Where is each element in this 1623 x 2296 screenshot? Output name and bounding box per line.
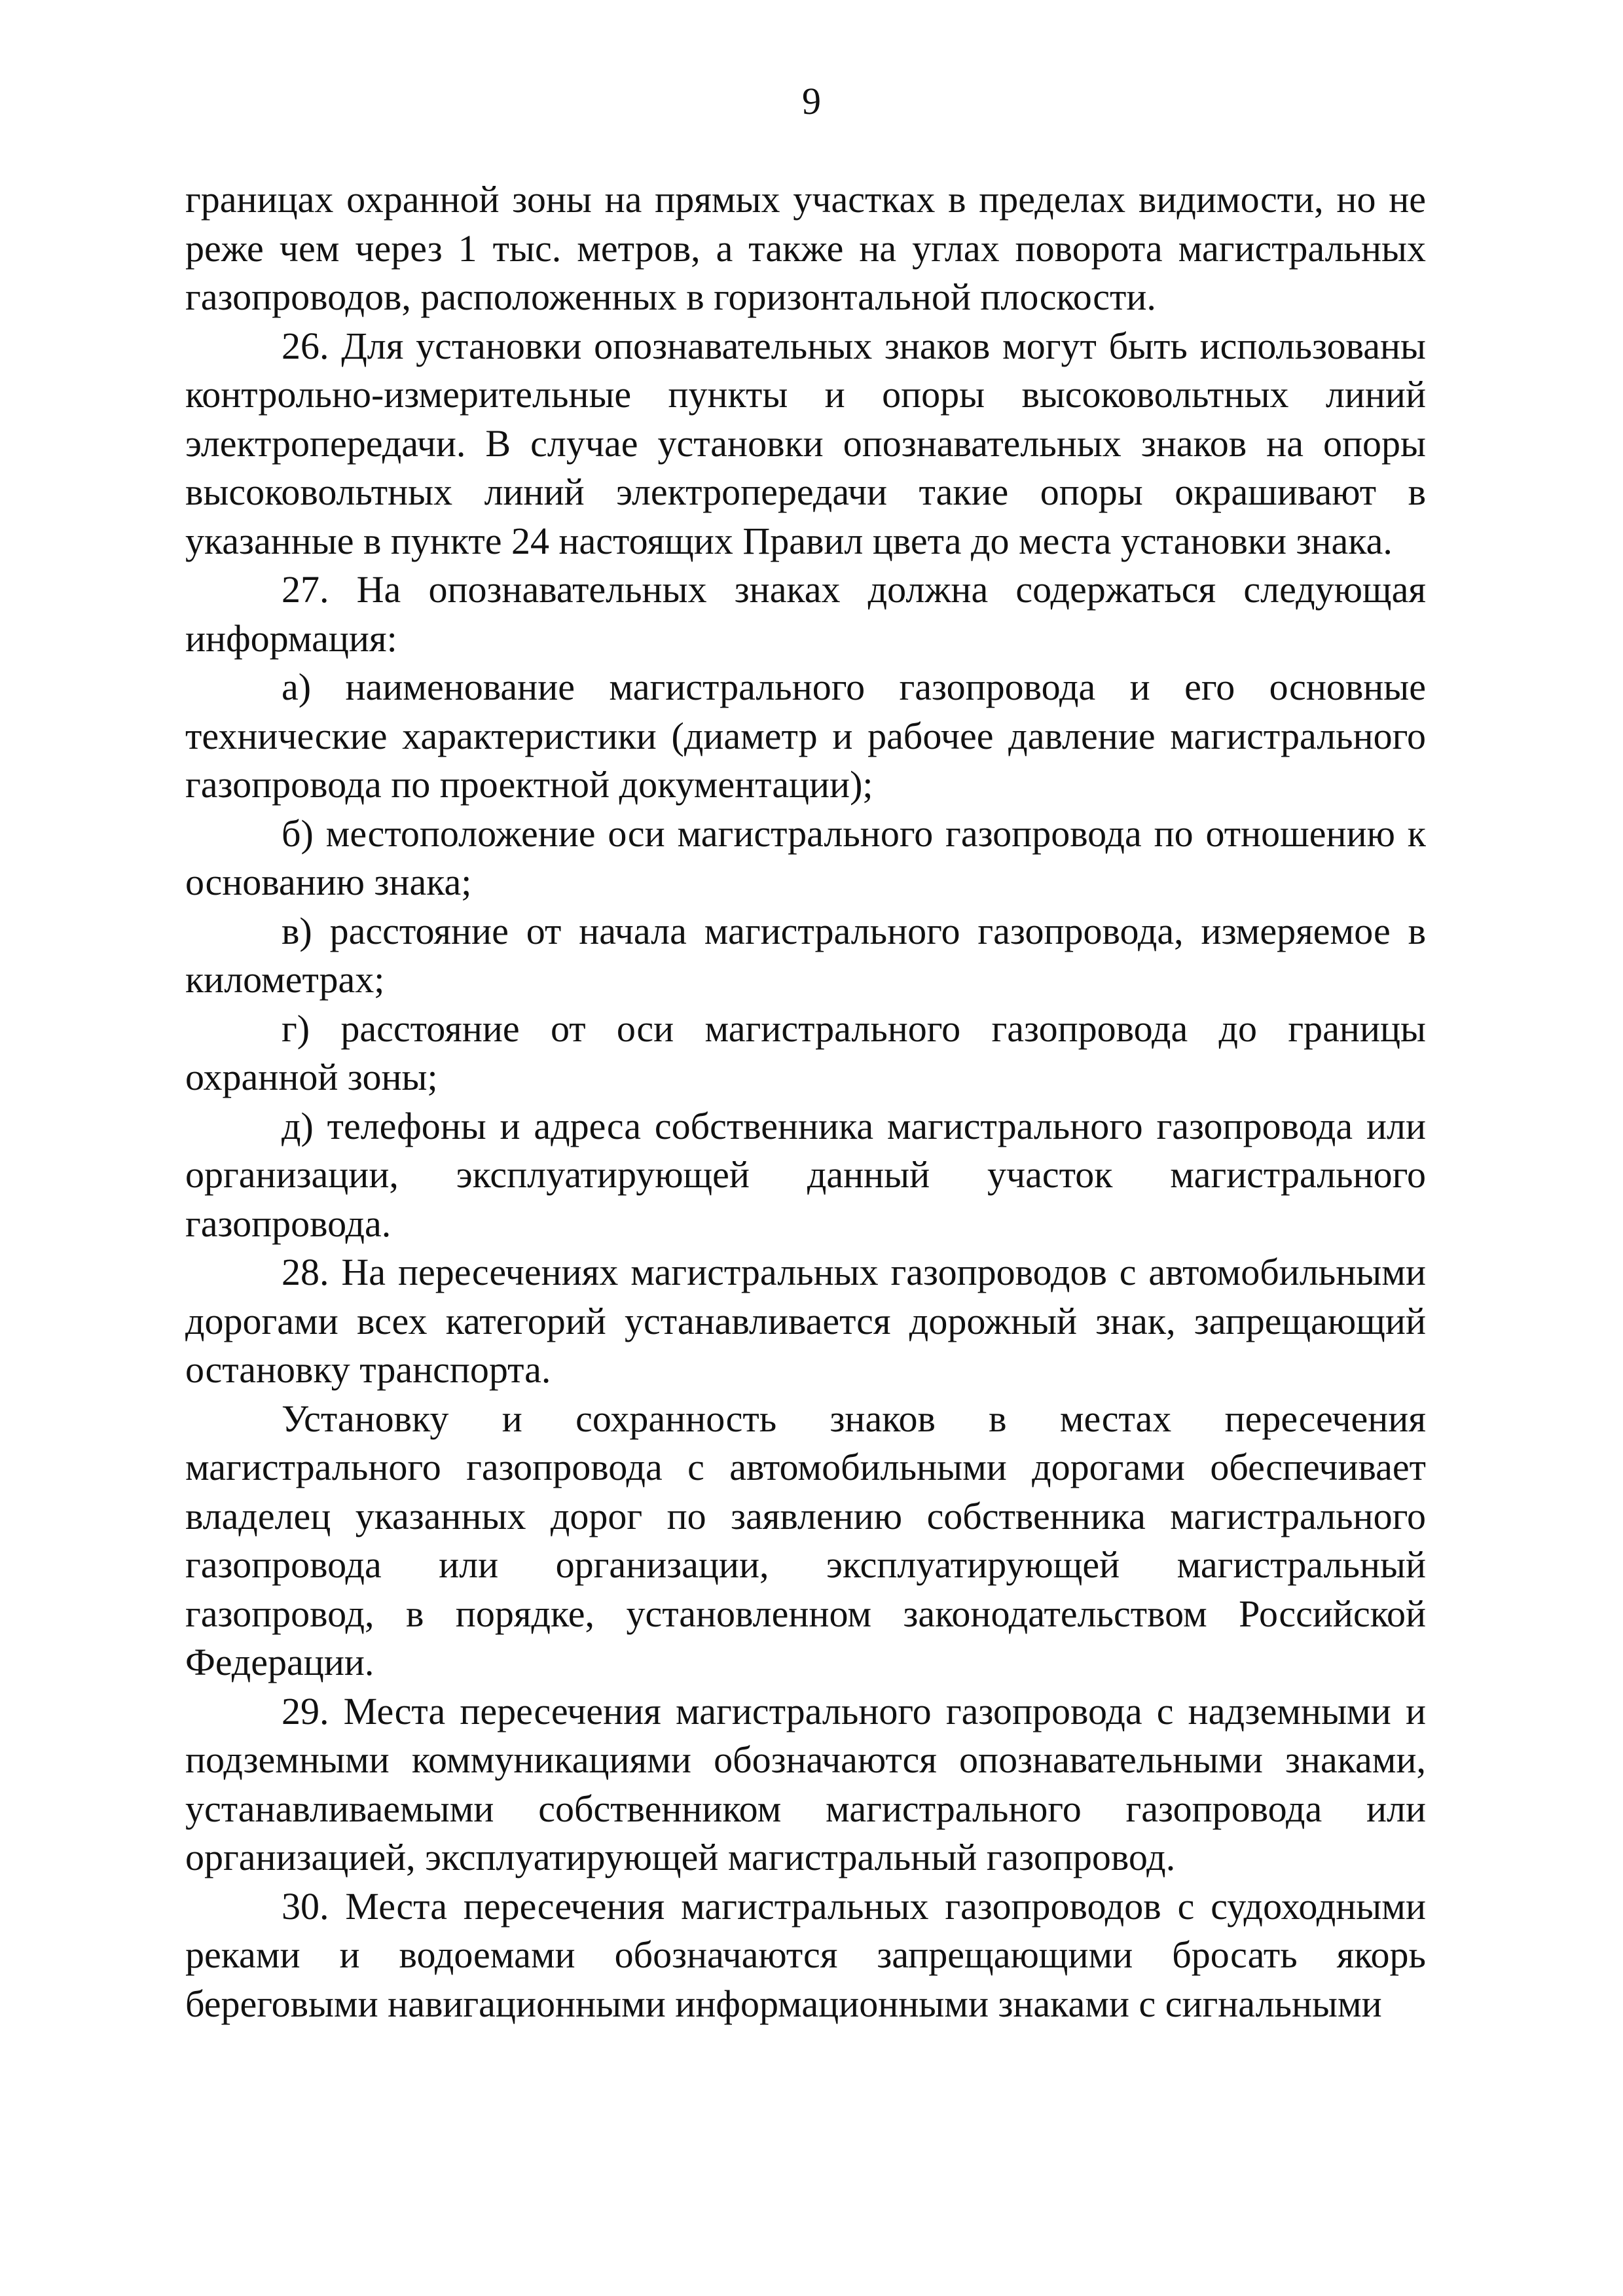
- paragraph-27: 27. На опознавательных знаках должна содержаться следующая информация:: [185, 568, 1426, 660]
- paragraph-28-continued: Установку и сохранность знаков в местах пересечения магистрального газопровода с автомобильными дорогами обеспечивает владелец указанных дорог по заявлению собственника магистрального газопровода или организации, эксплуатирующей магистральный газопровод, в порядке, установленном законодательством Российской Федерации.: [185, 1397, 1426, 1683]
- paragraph-27-v: в) расстояние от начала магистрального газопровода, измеряемое в километрах;: [185, 909, 1426, 1001]
- paragraph-28: 28. На пересечениях магистральных газопроводов с автомобильными дорогами всех категорий устанавливается дорожный знак, запрещающий остановку транспорта.: [185, 1251, 1426, 1391]
- paragraph-continuation: границах охранной зоны на прямых участках в пределах видимости, но не реже чем через 1 тыс. метров, а также на углах поворота магистральных газопроводов, расположенных в горизонтальной плоскости.: [185, 178, 1426, 318]
- paragraph-27-d: д) телефоны и адреса собственника магистрального газопровода или организации, эксплуатирующей данный участок магистрального газопровода.: [185, 1104, 1426, 1245]
- paragraph-30: 30. Места пересечения магистральных газопроводов с судоходными реками и водоемами обозначаются запрещающими бросать якорь береговыми навигационными информационными знаками с сигнальными: [185, 1884, 1426, 2025]
- paragraph-27-a: а) наименование магистрального газопровода и его основные технические характеристики (диаметр и рабочее давление магистрального газопровода по проектной документации);: [185, 666, 1426, 806]
- document-body: [185, 175, 1426, 2028]
- page-number: 9: [802, 80, 821, 122]
- paragraph-26: 26. Для установки опознавательных знаков могут быть использованы контрольно-измерительные пункты и опоры высоковольтных линий электропередачи. В случае установки опознавательных знаков на опоры высоковольтных линий электропередачи такие опоры окрашивают в указанные в пункте 24 настоящих Правил цвета до места установки знака.: [185, 324, 1426, 562]
- paragraph-27-g: г) расстояние от оси магистрального газопровода до границы охранной зоны;: [185, 1007, 1426, 1098]
- paragraph-29: 29. Места пересечения магистрального газопровода с надземными и подземными коммуникациями обозначаются опознавательными знаками, устанавливаемыми собственником магистрального газопровода или организацией, эксплуатирующей магистральный газопровод.: [185, 1689, 1426, 1878]
- paragraph-27-b: б) местоположение оси магистрального газопровода по отношению к основанию знака;: [185, 812, 1426, 903]
